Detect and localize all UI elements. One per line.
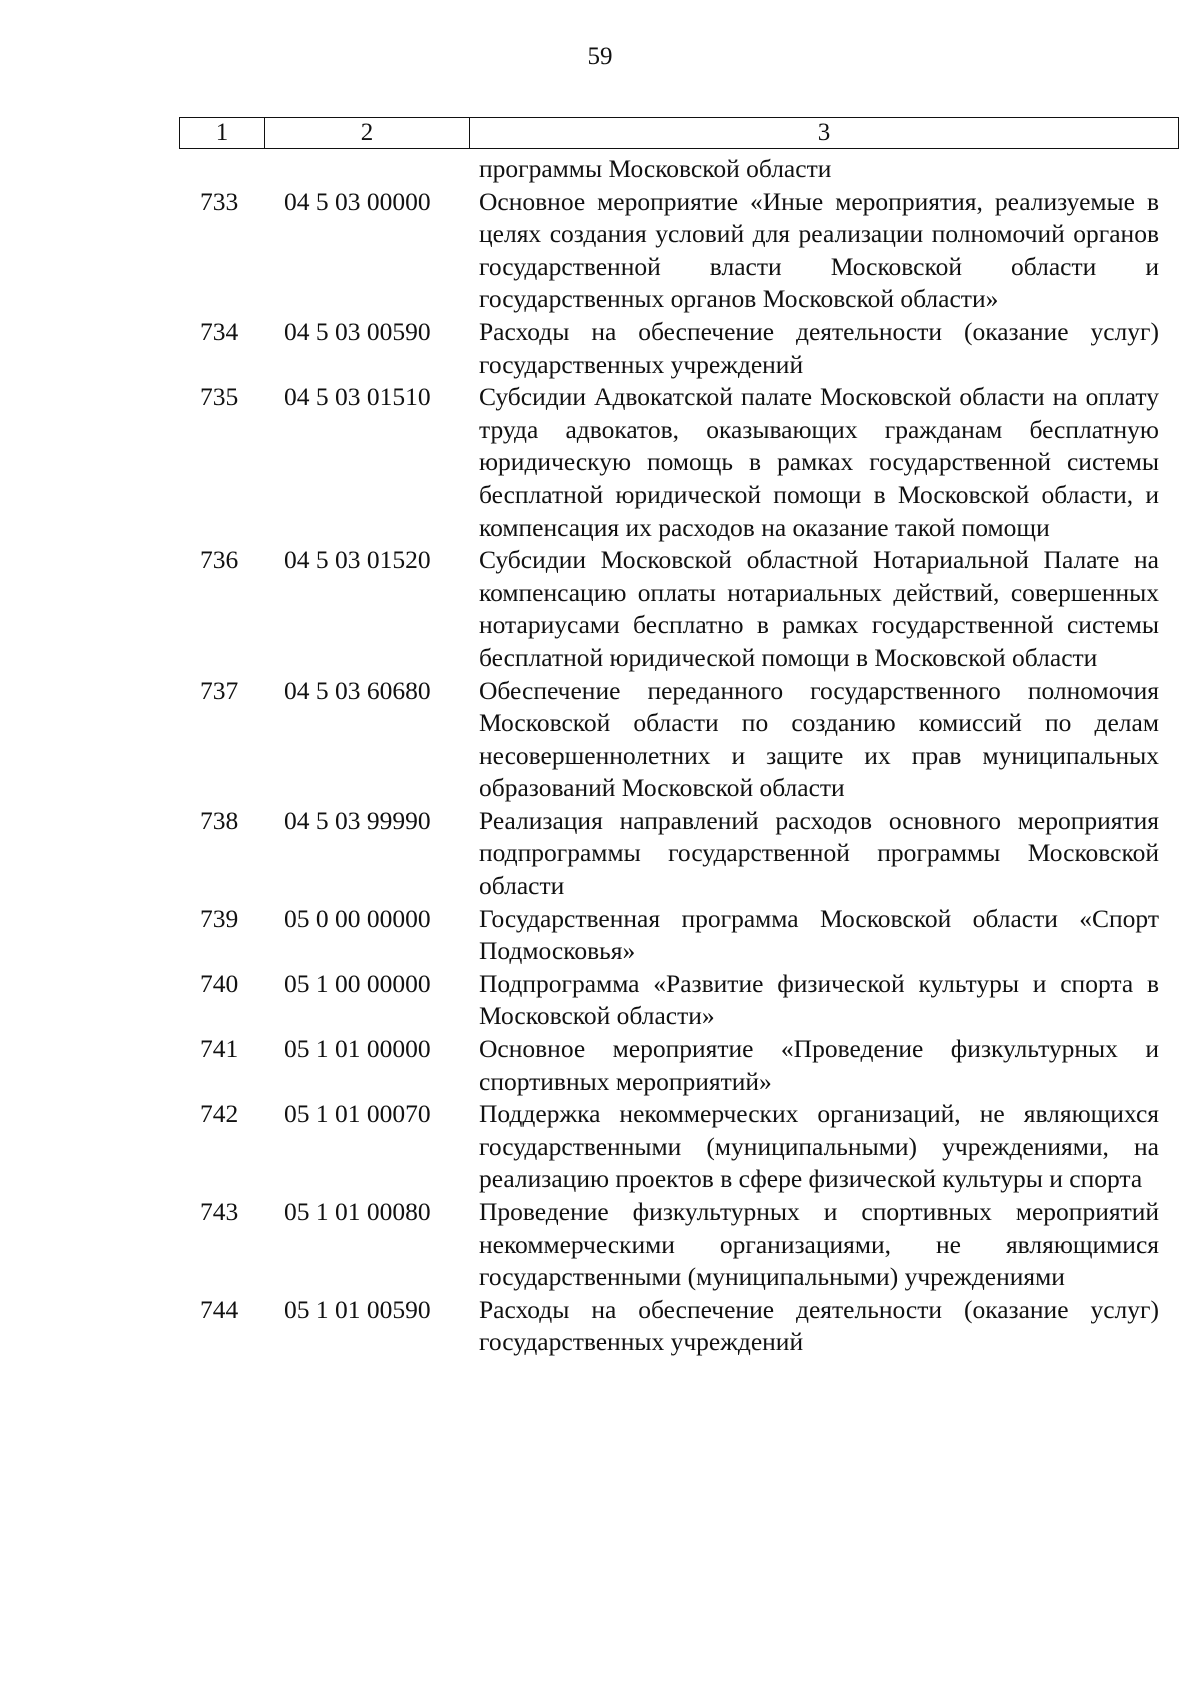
table-row bbox=[0, 1294, 1200, 1359]
row-description: Государственная программа Московской области «Спорт Подмосковья» bbox=[479, 903, 1159, 966]
table-row bbox=[0, 1098, 1200, 1196]
row-number: 733 bbox=[200, 186, 239, 216]
table-row bbox=[0, 1033, 1200, 1098]
table-row bbox=[0, 805, 1200, 903]
table-row bbox=[0, 675, 1200, 805]
table-row bbox=[0, 186, 1200, 316]
row-code: 05 1 01 00590 bbox=[284, 1294, 431, 1324]
row-number: 737 bbox=[200, 675, 239, 705]
row-number: 742 bbox=[200, 1099, 239, 1129]
column-header-1: 1 bbox=[180, 118, 265, 148]
row-code: 05 1 01 00080 bbox=[284, 1197, 431, 1226]
column-header-3: 3 bbox=[817, 119, 831, 146]
row-number: 736 bbox=[200, 545, 239, 575]
row-description: Проведение физкультурных и спортивных мероприятий некоммерческими организациями, не являющимися государственными (муниципальными) учреждениями bbox=[479, 1197, 1159, 1292]
row-description: Подпрограмма «Развитие физической культуры и спорта в Московской области» bbox=[479, 968, 1159, 1031]
row-number: 741 bbox=[200, 1034, 239, 1064]
table-row bbox=[0, 381, 1200, 544]
row-number: 735 bbox=[200, 382, 239, 412]
table-row bbox=[0, 544, 1200, 674]
row-number: 739 bbox=[200, 903, 239, 933]
row-code: 04 5 03 00000 bbox=[284, 186, 431, 216]
row-number: 740 bbox=[200, 968, 239, 998]
continuation-text: программы Московской области bbox=[479, 154, 832, 183]
row-description: Основное мероприятие «Иные мероприятия, реализуемые в целях создания условий для реализации полномочий органов государственной власти Московской области и государственных органов Московской области» bbox=[479, 186, 1159, 314]
row-code: 04 5 03 00590 bbox=[284, 316, 431, 346]
page-number: 59 bbox=[587, 43, 613, 70]
column-header-row bbox=[179, 117, 1179, 149]
row-number: 734 bbox=[200, 316, 239, 346]
column-header-2: 2 bbox=[265, 118, 470, 148]
row-description: Субсидии Московской областной Нотариальной Палате на компенсацию оплаты нотариальных действий, совершенных нотариусами бесплатно в рамках государственной системы бесплатной юридической помощи в Московской области bbox=[479, 545, 1159, 672]
row-description: Субсидии Адвокатской палате Московской области на оплату труда адвокатов, оказывающих гражданам бесплатную юридическую помощь в рамках государственной системы бесплатной юридической помощи в Московской области, и компенсация их расходов на оказание такой помощи bbox=[479, 382, 1159, 542]
row-code: 04 5 03 01510 bbox=[284, 382, 431, 412]
row-number: 743 bbox=[200, 1197, 239, 1226]
table-row bbox=[0, 1196, 1200, 1294]
table-row bbox=[0, 903, 1200, 968]
row-code: 05 1 01 00070 bbox=[284, 1099, 431, 1129]
row-code: 05 0 00 00000 bbox=[284, 903, 431, 933]
row-code: 04 5 03 60680 bbox=[284, 675, 431, 705]
row-description: Поддержка некоммерческих организаций, не являющихся государственными (муниципальными) учреждениями, на реализацию проектов в сфере физической культуры и спорта bbox=[479, 1099, 1159, 1194]
table-row bbox=[0, 316, 1200, 381]
table-row bbox=[0, 968, 1200, 1033]
budget-classification-list bbox=[0, 153, 1200, 1359]
row-number: 738 bbox=[200, 805, 239, 835]
row-code: 05 1 01 00000 bbox=[284, 1034, 431, 1064]
row-code: 04 5 03 01520 bbox=[284, 545, 431, 575]
row-number: 744 bbox=[200, 1294, 239, 1324]
continuation-row bbox=[0, 153, 1200, 186]
row-description: Расходы на обеспечение деятельности (оказание услуг) государственных учреждений bbox=[479, 1294, 1159, 1357]
row-code: 05 1 00 00000 bbox=[284, 968, 431, 998]
row-description: Расходы на обеспечение деятельности (оказание услуг) государственных учреждений bbox=[479, 316, 1159, 379]
row-description: Основное мероприятие «Проведение физкультурных и спортивных мероприятий» bbox=[479, 1034, 1159, 1096]
row-code: 04 5 03 99990 bbox=[284, 805, 431, 835]
row-description: Реализация направлений расходов основного мероприятия подпрограммы государственной программы Московской области bbox=[479, 805, 1159, 901]
row-description: Обеспечение переданного государственного полномочия Московской области по созданию комиссий по делам несовершеннолетних и защите их прав муниципальных образований Московской области bbox=[479, 675, 1159, 803]
